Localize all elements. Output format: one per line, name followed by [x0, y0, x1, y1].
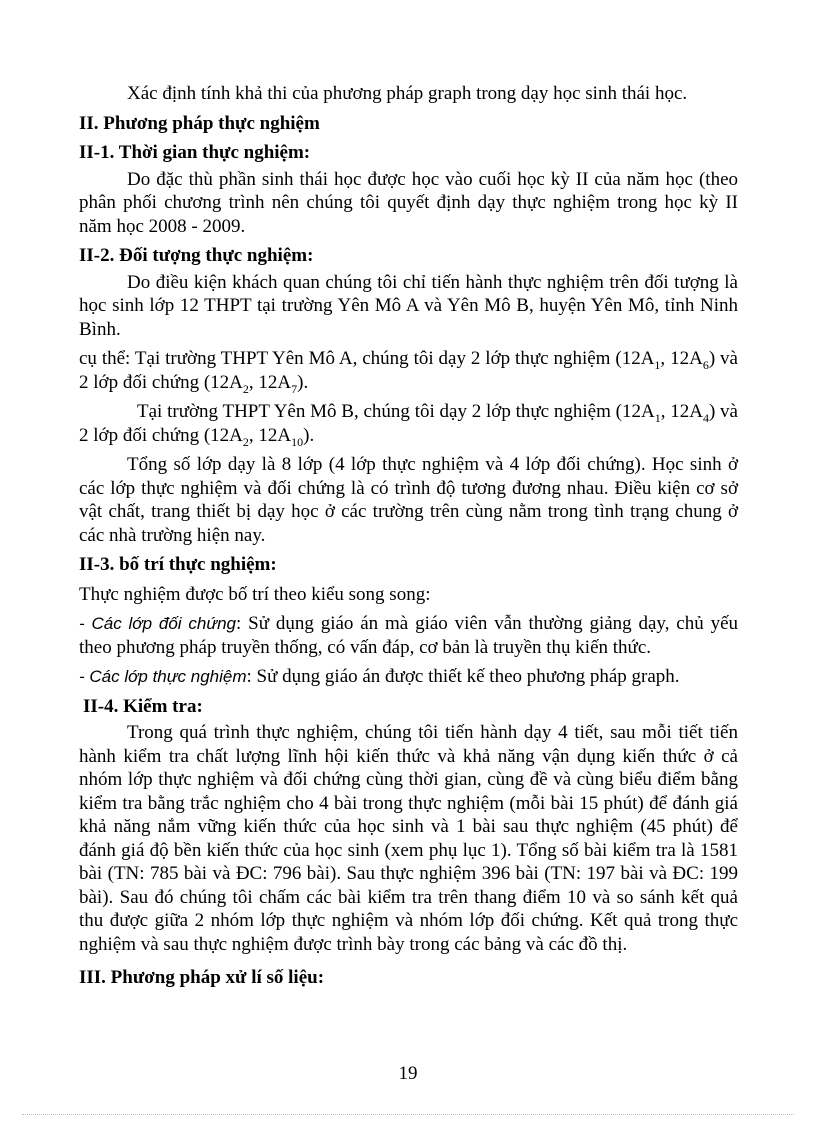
subsection-heading-time: II-1. Thời gian thực nghiệm:	[79, 142, 311, 163]
experimental-group-item: - Các lớp thực nghiệm: Sử dụng giáo án được thiết kế theo phương pháp graph.	[79, 666, 680, 687]
document-body	[79, 82, 738, 993]
subsection-heading-test: II-4. Kiểm tra:	[83, 695, 203, 717]
page-number: 19	[398, 1063, 418, 1084]
test-paragraph: Trong quá trình thực nghiệm, chúng tôi tiến hành dạy 4 tiết, sau mỗi tiết tiến hành kiểm tra chất lượng lĩnh hội kiến thức và khả năng vận dụng kiến thức ở cả nhóm lớp thực nghiệm và đối chứng cùng thời gian, cùng đề và cùng biểu điểm bằng kiểm tra bằng trắc nghiệm cho 4 bài trong thực nghiệm (mỗi bài 15 phút) để đánh giá khả năng nắm vững kiến thức của học sinh và 1 bài sau thực nghiệm (45 phút) để đánh giá độ bền kiến thức của học sinh (xem phụ lục 1). Tổng số bài kiểm tra là 1581 bài (TN: 785 bài và ĐC: 796 bài). Sau thực nghiệm 396 bài (TN: 197 bài và ĐC: 199 bài). Sau đó chúng tôi chấm các bài kiểm tra trên thang điểm 10 và so sánh kết quả thu được giữa 2 nhóm lớp thực nghiệm và nhóm lớp đối chứng. Kết quả trong thực nghiệm và sau thực nghiệm được trình bày trong các bảng và các đồ thị.	[79, 722, 738, 955]
control-group-label: Các lớp đối chứng	[91, 614, 237, 633]
control-group-item: - Các lớp đối chứng: Sử dụng giáo án mà giáo viên vẫn thường giảng dạy, chủ yếu theo phương pháp truyền thống, có vấn đáp, cơ bản là truyền thụ kiến thức.	[79, 613, 739, 658]
intro-paragraph: Xác định tính khả thi của phương pháp graph trong dạy học sinh thái học.	[127, 83, 688, 104]
total-paragraph: Tổng số lớp dạy là 8 lớp (4 lớp thực nghiệm và 4 lớp đối chứng). Học sinh ở các lớp thực nghiệm và đối chứng là có trình độ tương đương nhau. Điều kiện cơ sở vật chất, trang thiết bị dạy học ở các trường trên cùng nằm trong tình trạng chung ở các nhà trường hiện nay.	[79, 454, 738, 546]
school-a-paragraph: cụ thể: Tại trường THPT Yên Mô A, chúng tôi dạy 2 lớp thực nghiệm ($12A_1$, $12A_6$) và 2 lớp đối chứng ($12A_2$, $12A_7$).	[79, 348, 738, 396]
layout-paragraph: Thực nghiệm được bố trí theo kiểu song song:	[79, 583, 431, 605]
section-heading-data-processing: III. Phương pháp xử lí số liệu:	[79, 967, 325, 988]
time-paragraph: Do đặc thù phần sinh thái học được học vào cuối học kỳ II của năm học (theo phân phối chương trình nên chúng tôi quyết định dạy thực nghiệm trong học kỳ II năm học 2008 - 2009.	[79, 168, 738, 237]
subsection-heading-layout: II-3. bố trí thực nghiệm:	[79, 554, 277, 575]
subsection-heading-subject: II-2. Đối tượng thực nghiệm:	[79, 245, 314, 266]
school-b-paragraph: Tại trường THPT Yên Mô B, chúng tôi dạy 2 lớp thực nghiệm ($12A_1$, $12A_4$) và 2 lớp đối chứng ($12A_2$, $12A_{10}$).	[79, 401, 738, 449]
subject-paragraph: Do điều kiện khách quan chúng tôi chỉ tiến hành thực nghiệm trên đối tượng là học sinh lớp 12 THPT tại trường Yên Mô A và Yên Mô B, huyện Yên Mô, tỉnh Ninh Bình.	[79, 271, 738, 340]
experimental-group-label: Các lớp thực nghiệm	[89, 667, 247, 686]
section-heading-methods: II. Phương pháp thực nghiệm	[79, 112, 320, 134]
page-bottom-divider	[22, 1114, 794, 1115]
